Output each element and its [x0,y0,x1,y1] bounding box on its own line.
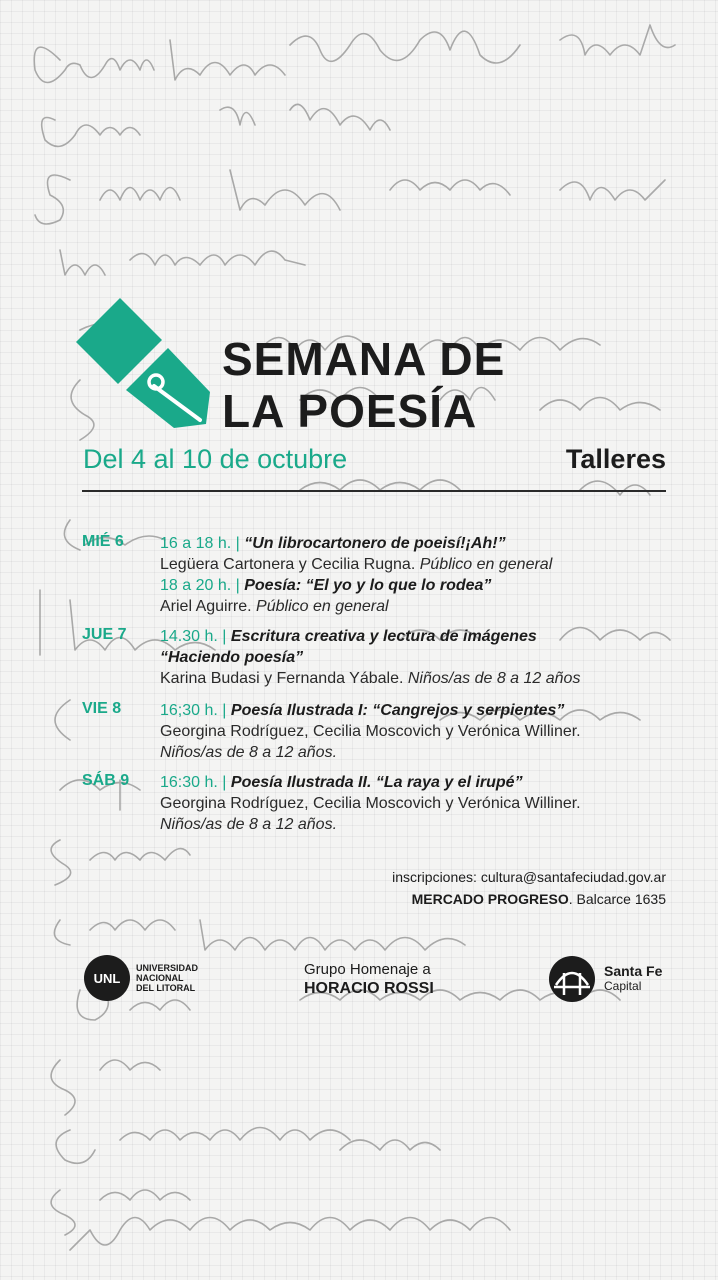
event-speakers: Georgina Rodríguez, Cecilia Moscovich y Verónica Williner. [160,795,581,812]
event-list [160,533,680,617]
event-audience: Público en general [256,598,389,615]
event-speakers: Legüera Cartonera y Cecilia Rugna. [160,556,416,573]
event-audience-line [160,742,680,763]
title-line-1: SEMANA DE [222,333,506,385]
inscriptions-line [392,866,666,888]
event-title: Poesía Ilustrada II. “La raya y el irupé” [230,774,523,791]
event-title-2: “Haciendo poesía” [160,649,304,666]
event-list [160,626,680,689]
event-header-2 [160,647,680,668]
event-header [160,533,680,554]
event-time: 16 a 18 h. | [160,535,240,552]
day-label: MIÉ 6 [82,533,124,550]
unl-badge: UNL [84,955,130,1001]
bridge-icon [548,955,596,1003]
date-range: Del 4 al 10 de octubre [83,444,348,474]
santa-fe-name [604,964,662,994]
event-details [160,668,680,689]
unl-name-line: UNIVERSIDAD [136,963,199,973]
unl-name-line: DEL LITORAL [136,983,196,993]
event-details [160,596,680,617]
day-label: JUE 7 [82,626,127,643]
horacio-group-label: Grupo Homenaje a [304,961,431,978]
horacio-name: HORACIO ROSSI [304,980,434,997]
event-header [160,700,680,721]
fountain-pen-icon [74,296,214,428]
unl-name [136,963,216,993]
registration-info [392,866,666,910]
event-audience: Público en general [419,556,553,573]
event-speakers: Georgina Rodríguez, Cecilia Moscovich y Verónica Williner. [160,723,581,740]
divider [82,490,666,492]
section-label: Talleres [565,444,666,474]
event-title: Poesía Ilustrada I: “Cangrejos y serpientes” [230,702,565,719]
event-list [160,772,680,835]
event-speakers-line [160,721,680,742]
event-audience: Niños/as de 8 a 12 años. [160,816,338,833]
venue-name: MERCADO PROGRESO [411,891,569,907]
event-title: Escritura creativa y lectura de imágenes [230,628,537,645]
unl-name-line: NACIONAL [136,973,184,983]
event-speakers: Karina Budasi y Fernanda Yábale. [160,670,404,687]
day-label: SÁB 9 [82,772,130,789]
event-details [160,554,680,575]
event-header [160,772,680,793]
event-audience: Niños/as de 8 a 12 años [407,670,581,687]
event-title: Poesía: “El yo y lo que lo rodea” [244,577,492,594]
event-speakers-line [160,793,680,814]
horacio-rossi-logo [304,961,434,998]
event-time: 16;30 h. | [160,702,227,719]
email-link[interactable]: cultura@santafeciudad.gov.ar [480,869,666,885]
event-header [160,626,680,647]
santa-fe-line-1: Santa Fe [604,963,663,979]
venue-address: . Balcarce 1635 [568,891,666,907]
event-list [160,700,680,763]
event-title: “Un librocartonero de poeisí!¡Ah!” [244,535,506,552]
title-line-2: LA POESÍA [222,385,478,437]
event-speakers: Ariel Aguirre. [160,598,252,615]
event-time: 14.30 h. | [160,628,227,645]
day-label: VIE 8 [82,700,122,717]
venue-line [392,888,666,910]
event-audience-line [160,814,680,835]
event-audience: Niños/as de 8 a 12 años. [160,744,338,761]
event-time: 16:30 h. | [160,774,227,791]
event-header [160,575,680,596]
inscriptions-label: inscripciones: [392,869,477,885]
santa-fe-line-2: Capital [604,979,642,993]
event-time: 18 a 20 h. | [160,577,240,594]
